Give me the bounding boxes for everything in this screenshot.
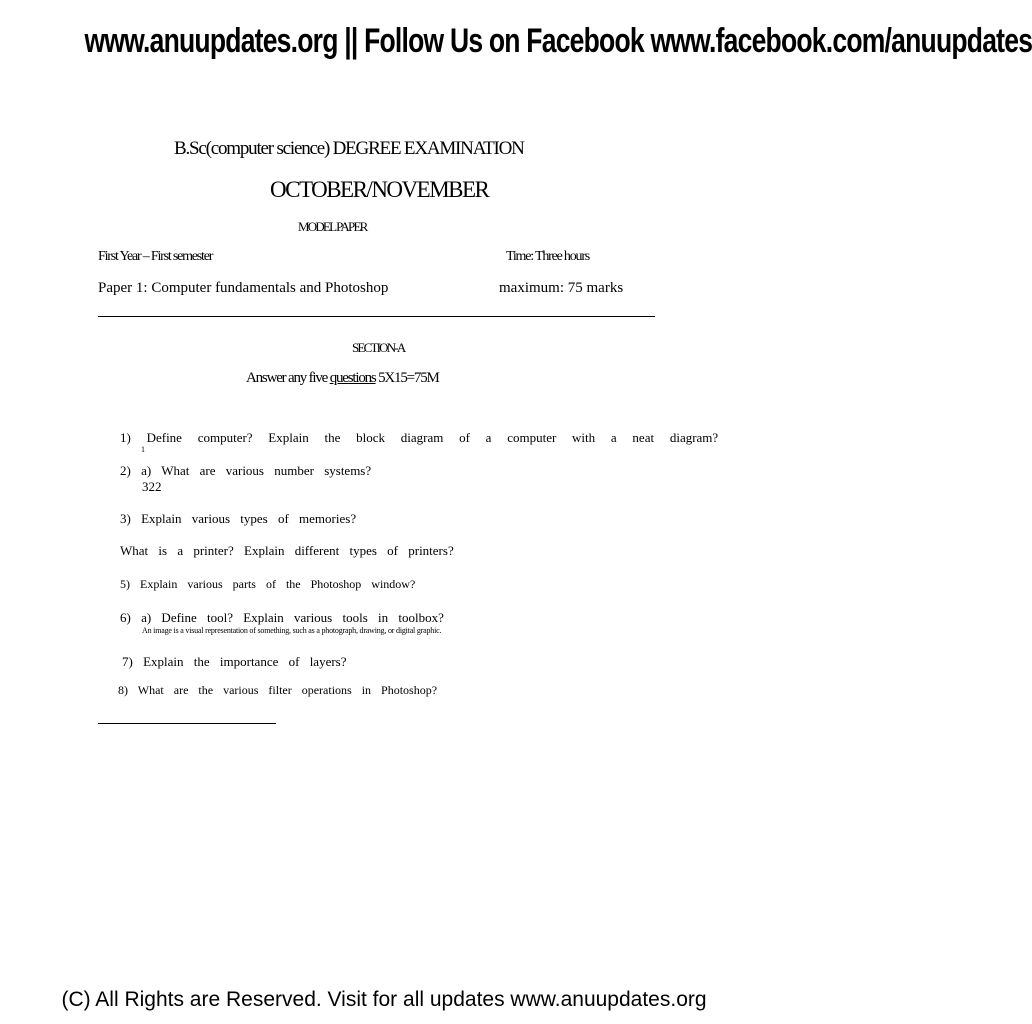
instruction-suffix: 5X15=75M <box>375 370 439 386</box>
paper-type: MODEL PAPER <box>298 219 367 234</box>
max-marks: maximum: 75 marks <box>499 280 624 296</box>
copyright-footer: (C) All Rights are Reserved. Visit for all updates www.anuupdates.org <box>61 988 707 1011</box>
question-1: 1) Define computer? Explain the block diagram of a computer with a neat diagram? <box>120 430 719 445</box>
question-7: 7) Explain the importance of layers? <box>122 654 347 669</box>
question-8: 8) What are the various filter operations in Photoshop? <box>118 683 438 697</box>
section-title: SECTION-A <box>352 340 405 355</box>
question-2: 2) a) What are various number systems? <box>120 463 372 478</box>
question-2-note: 322 <box>142 479 162 494</box>
header-divider <box>98 316 655 317</box>
question-4: What is a printer? Explain different types of printers? <box>120 543 454 558</box>
instruction-underlined: questions <box>329 370 376 386</box>
question-6: 6) a) Define tool? Explain various tools in toolbox? <box>120 610 444 625</box>
paper-name: Paper 1: Computer fundamentals and Photoshop <box>98 280 389 296</box>
year-semester: First Year – First semester <box>98 249 213 264</box>
question-6-note: An image is a visual representation of something, such as a photograph, drawing, or digital graphic. <box>142 626 442 635</box>
exam-session: OCTOBER/NOVEMBER <box>270 177 489 202</box>
exam-time: Time: Three hours <box>506 249 590 264</box>
section-instruction <box>246 370 439 387</box>
question-1-note: 1 <box>141 445 145 454</box>
question-3: 3) Explain various types of memories? <box>120 511 357 526</box>
footnote-divider <box>98 723 276 724</box>
question-5: 5) Explain various parts of the Photoshop window? <box>120 577 416 591</box>
site-banner: www.anuupdates.org || Follow Us on Facebook www.facebook.com/anuupdates <box>84 22 1032 60</box>
instruction-prefix: Answer any five <box>246 370 330 386</box>
